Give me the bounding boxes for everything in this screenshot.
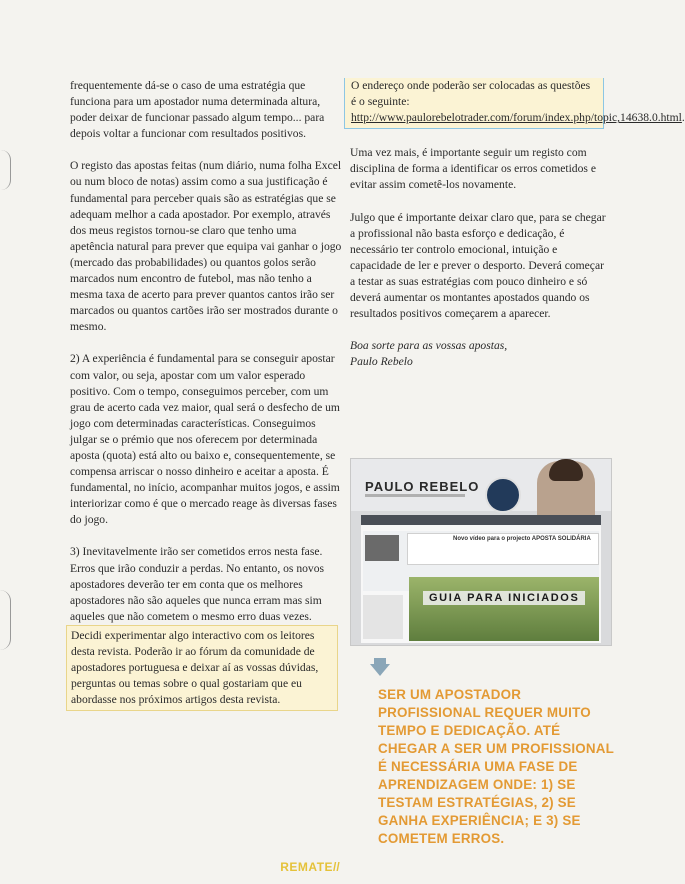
screenshot-football-field bbox=[409, 577, 599, 641]
paragraph: Uma vez mais, é importante seguir um registo com disciplina de forma a identificar os erros cometidos e evitar assim cometê-los novamente. bbox=[350, 146, 596, 192]
paragraph: 2) A experiência é fundamental para se conseguir apostar com valor, ou seja, apostar com um valor esperado positivo. Com o tempo, conseguimos perceber, com um grau de acerto cada vez maior, qual será o desfecho de um jogo com determinadas características. Conseguimos julgar se o prémio que nos oferecem por determinada aposta (quota) está alto ou baixo e, consequentemente, se compensa arriscar o nosso dinheiro e aceitar a aposta. É fundamental, no início, acompanhar muitos jogos, e assim interiorizar como é que o mercado reage às diversas fases do jogo. bbox=[70, 352, 340, 527]
address-lead-text: O endereço onde poderão ser colocadas as questões é o seguinte: bbox=[351, 79, 591, 109]
pull-quote: SER UM APOSTADOR PROFISSIONAL REQUER MUITO TEMPO E DEDICAÇÃO. ATÉ CHEGAR A SER UM PROFISSIONAL É NECESSÁRIA UMA FASE DE APRENDIZAGEM ONDE: 1) SE TESTAM ESTRATÉGIAS, 2) SE GANHA EXPERIÊNCIA; E 3) SE COMETEM ERROS. bbox=[378, 687, 614, 846]
magazine-logo: REMATE bbox=[280, 860, 334, 874]
signature bbox=[350, 338, 610, 370]
screenshot-guide-title: GUIA PARA INICIADOS bbox=[423, 591, 585, 605]
screenshot-badge-icon bbox=[485, 477, 521, 513]
paragraph: Julgo que é importante deixar claro que, para se chegar a profissional não basta esforço e dedicação, é necessário ter controlo emocional, intuição e capacidade de ler e prever o desporto. Deverá começar a testar as suas estratégias com pouco dinheiro e só deverá aumentar os montantes apostados quando os resultados positivos começarem a aparecer. bbox=[350, 210, 606, 321]
highlighted-address-box bbox=[344, 78, 685, 129]
screenshot-nav-bar bbox=[361, 515, 601, 525]
screenshot-promo-text: Novo vídeo para o projecto APOSTA SOLIDÁRIA bbox=[453, 536, 591, 542]
address-end-text: . bbox=[681, 111, 685, 125]
signature-line: Boa sorte para as vossas apostas, bbox=[350, 339, 508, 353]
page-binding-curve bbox=[0, 150, 11, 190]
forum-link[interactable]: http://www.paulorebelotrader.com/forum/index.php/topic,14638.0.html bbox=[351, 111, 682, 125]
paragraph: frequentemente dá-se o caso de uma estratégia que funciona para um apostador numa determinada altura, poder deixar de funcionar passado algum tempo... para depois voltar a funcionar com resultados positivos. bbox=[70, 79, 325, 141]
page-binding-curve bbox=[0, 590, 11, 650]
screenshot-portrait-hair bbox=[549, 459, 583, 481]
screenshot-video-thumbnail bbox=[365, 535, 399, 561]
paragraph: 3) Inevitavelmente irão ser cometidos erros nesta fase. Erros que irão conduzir a perdas. No entanto, os novos apostadores deverão ter em conta que os melhores apostadores não são aqueles que nunca erram mas sim aqueles que não cometem o mesmo erro duas vezes. bbox=[70, 545, 325, 623]
screenshot-sidebar bbox=[363, 595, 403, 639]
page-footer bbox=[0, 858, 620, 876]
signature-author: Paulo Rebelo bbox=[350, 355, 413, 369]
screenshot-subtitle-bar bbox=[365, 494, 465, 497]
arrow-down-icon bbox=[370, 664, 390, 676]
left-column bbox=[70, 78, 342, 727]
screenshot-site-name: PAULO REBELO bbox=[365, 479, 480, 494]
right-column bbox=[350, 78, 685, 386]
website-screenshot-image bbox=[350, 458, 612, 646]
logo-slash-mark: // bbox=[333, 860, 340, 874]
paragraph: O registo das apostas feitas (num diário, numa folha Excel ou num bloco de notas) assim como a sua justificação é fundamental para perceber quais são as estratégias que se adequam melhor a cada apostador. Por exemplo, através dos meus registos tornou-se claro que tenho uma apetência natural para prever que equipa vai ganhar o jogo (mercado das probabilidades) ou quantos golos serão marcados num encontro de futebol, mas não tenho a mesma taxa de acerto para prever quantos cantos irão ser marcados ou quantos cartões irão ser mostrados durante o mesmo. bbox=[70, 159, 342, 334]
highlighted-paragraph: Decidi experimentar algo interactivo com os leitores desta revista. Poderão ir ao fórum da comunidade de apostadores portuguesa e deixar aí as vossas dúvidas, perguntas ou temas sobre o qual gostariam que eu abordasse nos próximos artigos desta revista. bbox=[66, 625, 338, 711]
